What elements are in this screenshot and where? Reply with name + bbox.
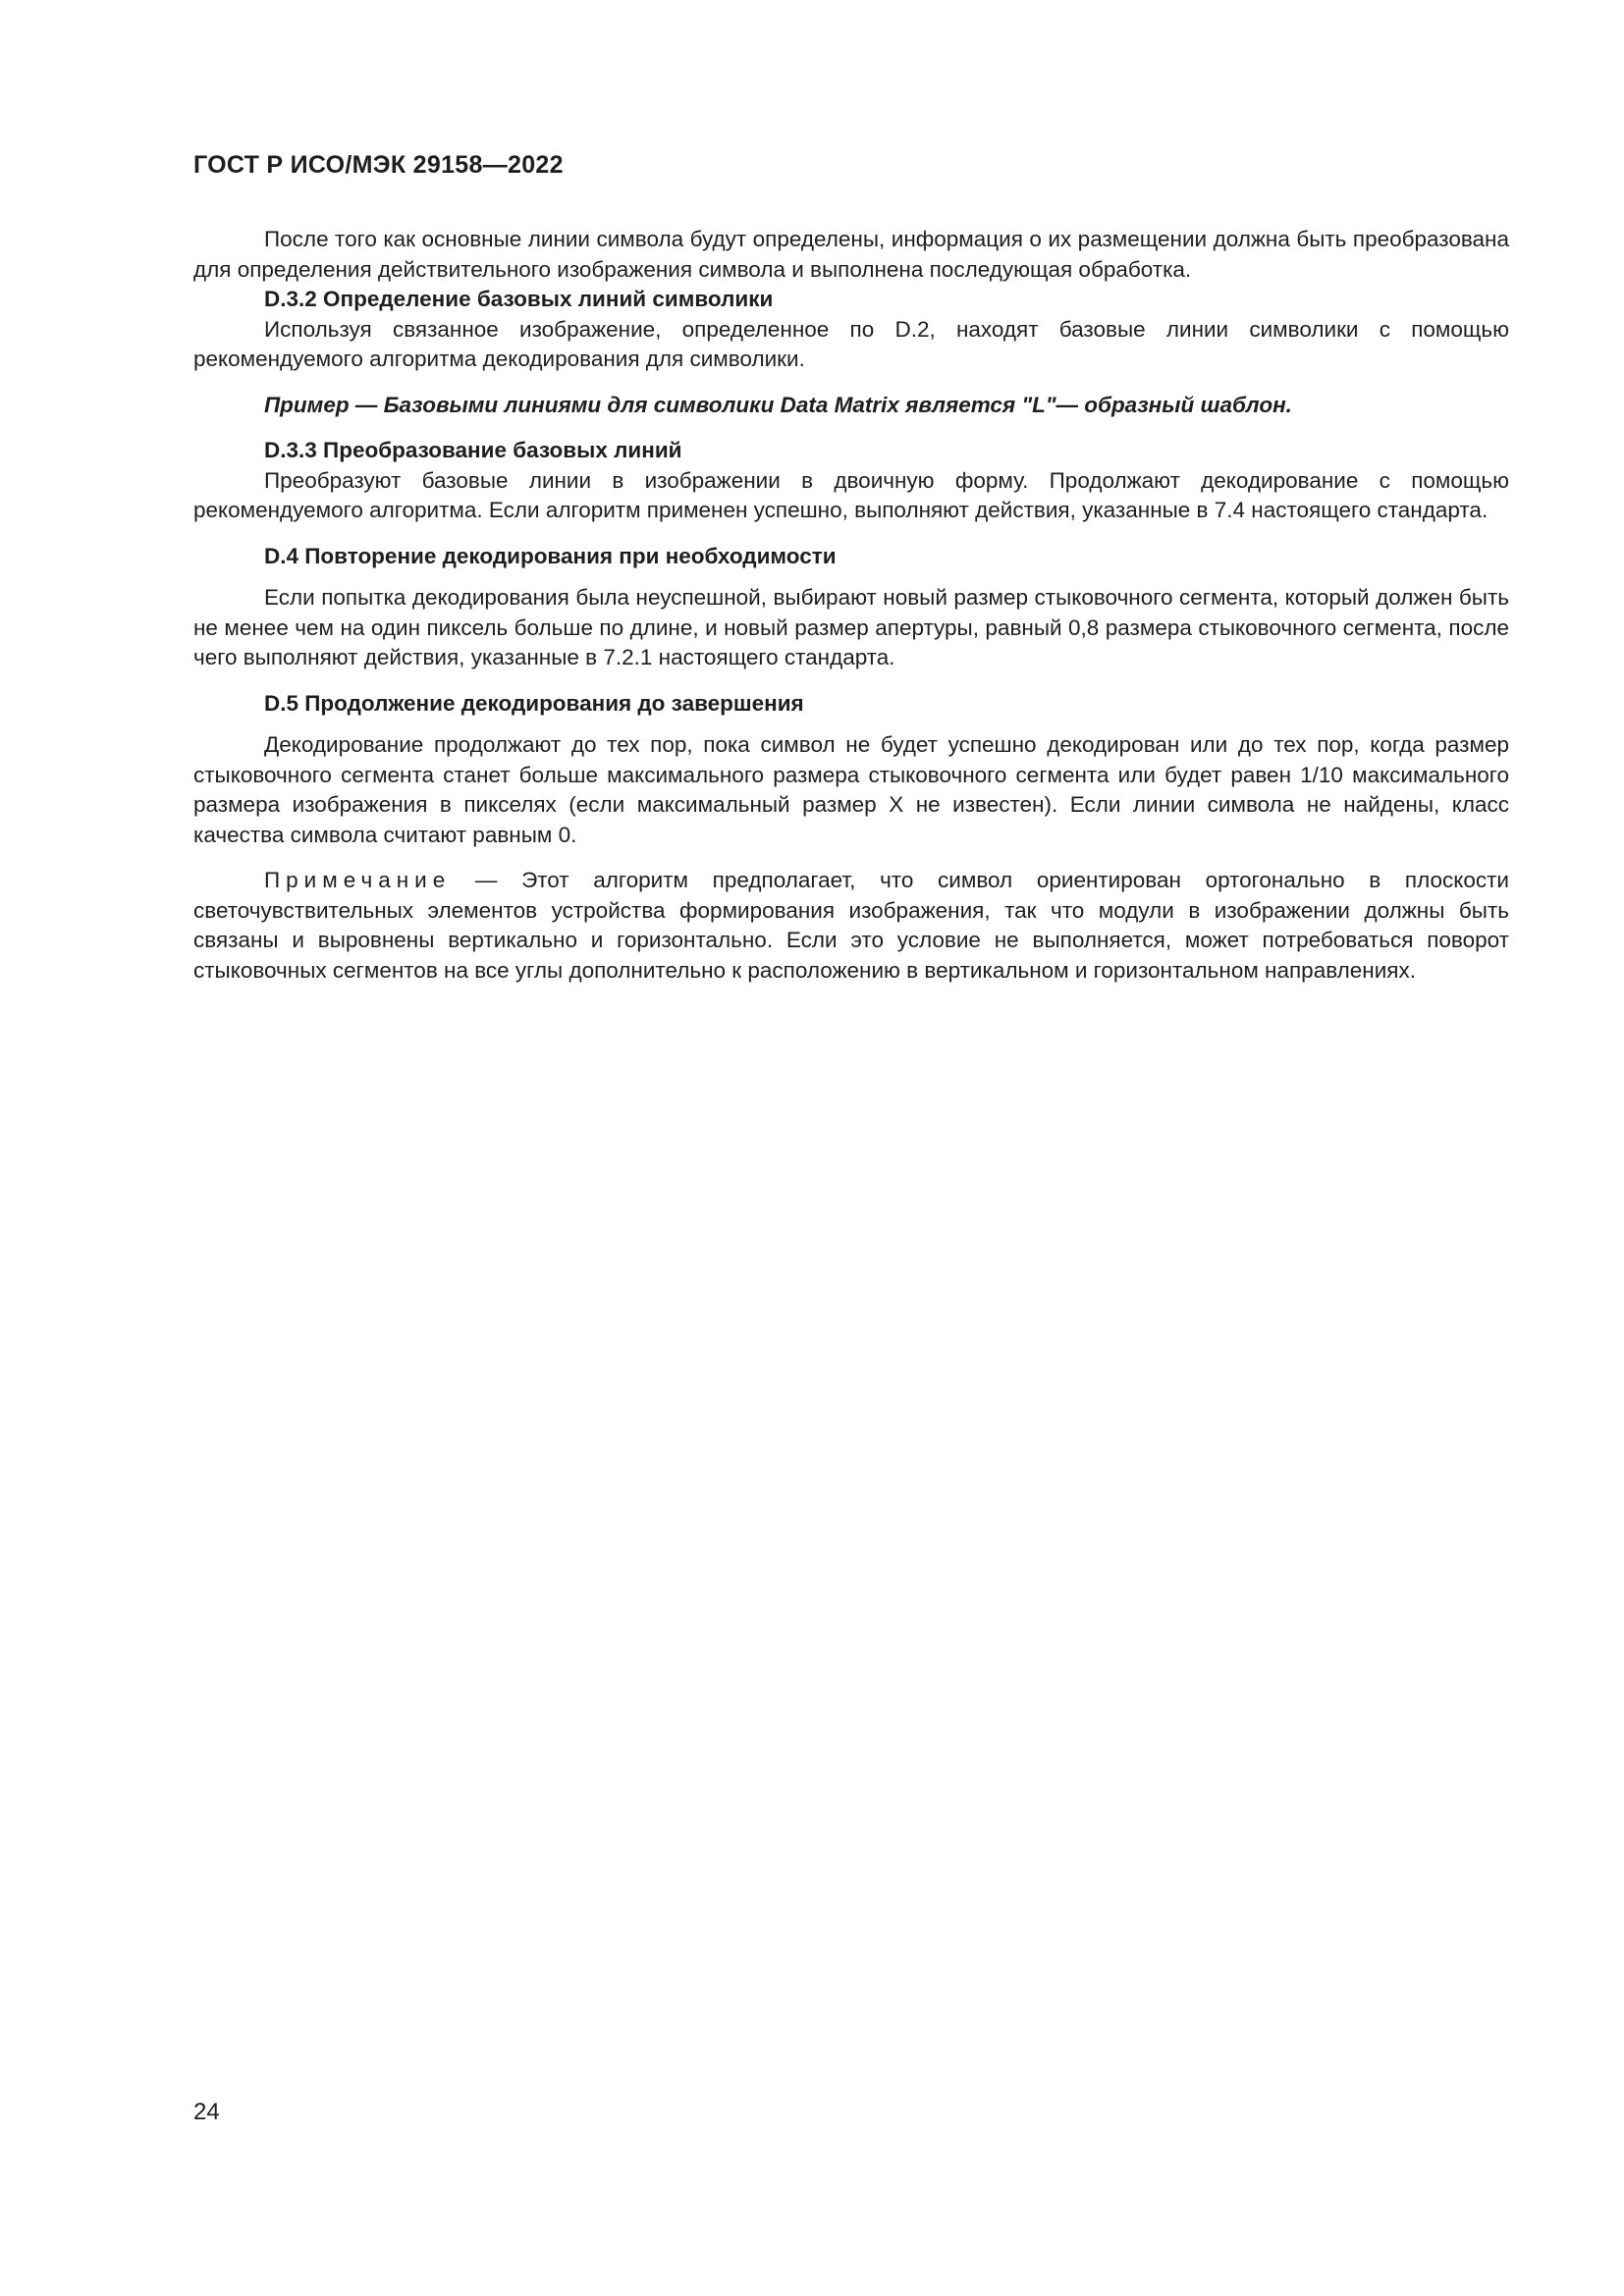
document-header: ГОСТ Р ИСО/МЭК 29158—2022 (193, 151, 564, 179)
note-label: Примечание (264, 868, 452, 892)
intro-paragraph: После того как основные линии символа будут определены, информация о их размещении должна быть преобразована для определения действительного изображения символа и выполнена последующая обработка. (193, 227, 1509, 282)
section-paragraph-d32: Используя связанное изображение, определенное по D.2, находят базовые линии символики с помощью рекомендуемого алгоритма декодирования для символики. (193, 316, 1509, 371)
section-heading-d5: D.5 Продолжение декодирования до завершения (264, 690, 804, 716)
page-number: 24 (193, 2099, 220, 2125)
section-heading-d4: D.4 Повторение декодирования при необходимости (264, 543, 837, 568)
section-paragraph-d33: Преобразуют базовые линии в изображении в двоичную форму. Продолжают декодирование с помощью рекомендуемого алгоритма. Если алгоритм применен успешно, выполняют действия, указанные в 7.4 настоящего стандарта. (193, 467, 1509, 522)
example-note: Пример — Базовыми линиями для символики Data Matrix является "L"— образный шаблон. (264, 392, 1292, 417)
section-paragraph-d5: Декодирование продолжают до тех пор, пока символ не будет успешно декодирован или до тех пор, когда размер стыковочного сегмента станет больше максимального размера стыковочного сегмента или будет равен 1/10 максимального размера изображения в пикселях (если максимальный размер X не известен). Если линии символа не найдены, класс качества символа считают равным 0. (193, 732, 1509, 847)
section-heading-d32: D.3.2 Определение базовых линий символики (264, 287, 774, 311)
note-text: — Этот алгоритм предполагает, что символ ориентирован ортогонально в плоскости светочувствительных элементов устройства формирования изображения, так что модули в изображении должны быть связаны и выровнены вертикально и горизонтально. Если это условие не выполняется, может потребоваться поворот стыковочных сегментов на все углы дополнительно к расположению в вертикальном и горизонтальном направлениях. (193, 868, 1509, 983)
note-paragraph (193, 866, 1509, 986)
document-body (193, 225, 1509, 986)
section-heading-d33: D.3.3 Преобразование базовых линий (264, 438, 682, 462)
section-paragraph-d4: Если попытка декодирования была неуспешной, выбирают новый размер стыковочного сегмента, который должен быть не менее чем на один пиксель больше по длине, и новый размер апертуры, равный 0,8 размера стыковочного сегмента, после чего выполняют действия, указанные в 7.2.1 настоящего стандарта. (193, 585, 1509, 669)
